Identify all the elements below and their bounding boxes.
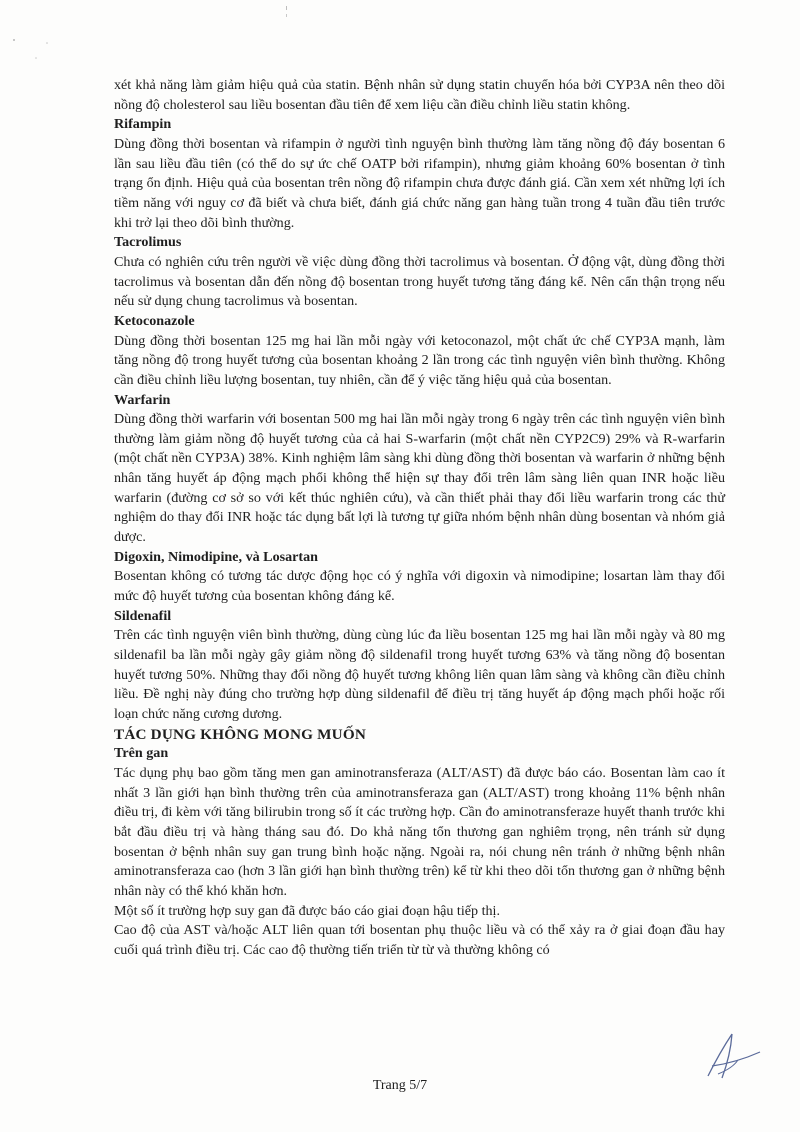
paragraph-sildenafil: Trên các tình nguyện viên bình thường, dùng cùng lúc đa liều bosentan 125 mg hai lần mỗi ngày và 80 mg sildenafil ba lần mỗi ngày gây giảm nồng độ sildenafil trong huyết tương 63% và tăng nồng độ bosentan huyết tương 50%. Những thay đổi nồng độ huyết tương không liên quan lâm sàng và không cần điều chỉnh liều. Đề nghị này đúng cho trường hợp dùng sildenafil để điều trị tăng huyết áp động mạch phổi hoặc rối loạn chức năng cương dương. [114, 627, 725, 722]
paragraph-tacrolimus: Chưa có nghiên cứu trên người về việc dùng đồng thời tacrolimus và bosentan. Ở động vật, dùng đồng thời tacrolimus và bosentan dẫn đến nồng độ bosentan trong huyết tương tăng đáng kể. Nên cẩn thận trọng nếu nếu sử dụng chung tacrolimus và bosentan. [114, 253, 725, 310]
heading-adverse-effects: TÁC DỤNG KHÔNG MONG MUỐN [114, 725, 367, 743]
heading-digoxin: Digoxin, Nimodipine, và Losartan [114, 548, 318, 565]
document-body [114, 76, 725, 961]
paragraph-liver-failure: Một số ít trường hợp suy gan đã được báo cáo giai đoạn hậu tiếp thị. [114, 902, 500, 919]
heading-rifampin: Rifampin [114, 116, 172, 133]
paragraph-ketoconazole: Dùng đồng thời bosentan 125 mg hai lần mỗi ngày với ketoconazol, một chất ức chế CYP3A mạnh, làm tăng nồng độ trong huyết tương của bosentan khoảng 2 lần trong các tình nguyện viên bình thường. Không cần điều chỉnh liều lượng bosentan, tuy nhiên, cần để ý việc tăng hiệu quả của bosentan. [114, 332, 725, 388]
handwritten-initials [698, 1030, 768, 1084]
paragraph-warfarin: Dùng đồng thời warfarin với bosentan 500 mg hai lần mỗi ngày trong 6 ngày trên các tình nguyện viên bình thường làm giảm nồng độ huyết tương của cả hai S-warfarin (một chất nền CYP2C9) 29% và R-warfarin (một chất nền CYP3A) 38%. Kinh nghiệm lâm sàng khi dùng đồng thời bosentan và warfarin ở những bệnh nhân tăng huyết áp động mạch phổi không thể hiện sự thay đổi trên lâm sàng liên quan INR hoặc liều warfarin (đường cơ sở so với kết thúc nghiên cứu), và cần thiết phải thay đổi liều warfarin trong các thử nghiệm do thay đổi INR hoặc tác dụng bất lợi là tương tự giữa nhóm bệnh nhân dùng bosentan và nhóm giả dược. [114, 411, 725, 546]
heading-tacrolimus: Tacrolimus [114, 234, 182, 251]
paragraph-statin: xét khả năng làm giảm hiệu quả của statin. Bệnh nhân sử dụng statin chuyển hóa bởi CYP3A nên theo dõi nồng độ cholesterol sau liều bosentan đầu tiên để xem liệu cần điều chỉnh liều statin không. [114, 77, 725, 113]
page-number: Trang 5/7 [372, 1078, 428, 1093]
paragraph-liver: Tác dụng phụ bao gồm tăng men gan aminotransferaza (ALT/AST) đã được báo cáo. Bosentan làm cao ít nhất 3 lần giới hạn bình thường trên của aminotransferaza gan (ALT/AST) trong khoảng 11% bệnh nhân điều trị, đi kèm với tăng bilirubin trong số ít các trường hợp. Cần đo aminotransferaze huyết thanh trước khi bắt đầu điều trị và hàng tháng sau đó. Do khả năng tổn thương gan nghiêm trọng, nên tránh sử dụng bosentan ở bệnh nhân suy gan trung bình hoặc nặng. Ngoài ra, nói chung nên tránh ở những bệnh nhân aminotransferaza cao (hơn 3 lần giới hạn bình thường trên) kể từ khi theo dõi tổn thương gan ở những bệnh nhân này có thể khó khăn hơn. [114, 764, 725, 899]
paragraph-ast-alt: Cao độ của AST và/hoặc ALT liên quan tới bosentan phụ thuộc liều và có thể xảy ra ở giai đoạn đầu hay cuối quá trình điều trị. Các cao độ thường tiến triển từ từ và thường không có [114, 922, 725, 958]
heading-warfarin: Warfarin [114, 391, 171, 408]
heading-ketoconazole: Ketoconazole [114, 312, 195, 329]
heading-liver: Trên gan [114, 745, 169, 762]
scan-specks [0, 0, 320, 80]
paragraph-digoxin: Bosentan không có tương tác dược động học có ý nghĩa với digoxin và nimodipine; losartan làm thay đổi mức độ huyết tương của bosentan không đáng kể. [114, 568, 725, 605]
heading-sildenafil: Sildenafil [114, 607, 172, 624]
paragraph-rifampin: Dùng đồng thời bosentan và rifampin ở người tình nguyện bình thường làm tăng nồng độ đáy bosentan 6 lần sau liều đầu tiên (có thể do sự ức chế OATP bởi rifampin), nhưng giảm khoảng 60% bosentan ở tình trạng ổn định. Hiệu quả của bosentan trên nồng độ rifampin chưa được đánh giá. Cần xem xét những lợi ích tiềm năng với nguy cơ đã biết và chưa biết, đánh giá chức năng gan hàng tuần trong 4 tuần đầu tiên trước khi trở lại theo dõi bình thường. [114, 135, 725, 231]
